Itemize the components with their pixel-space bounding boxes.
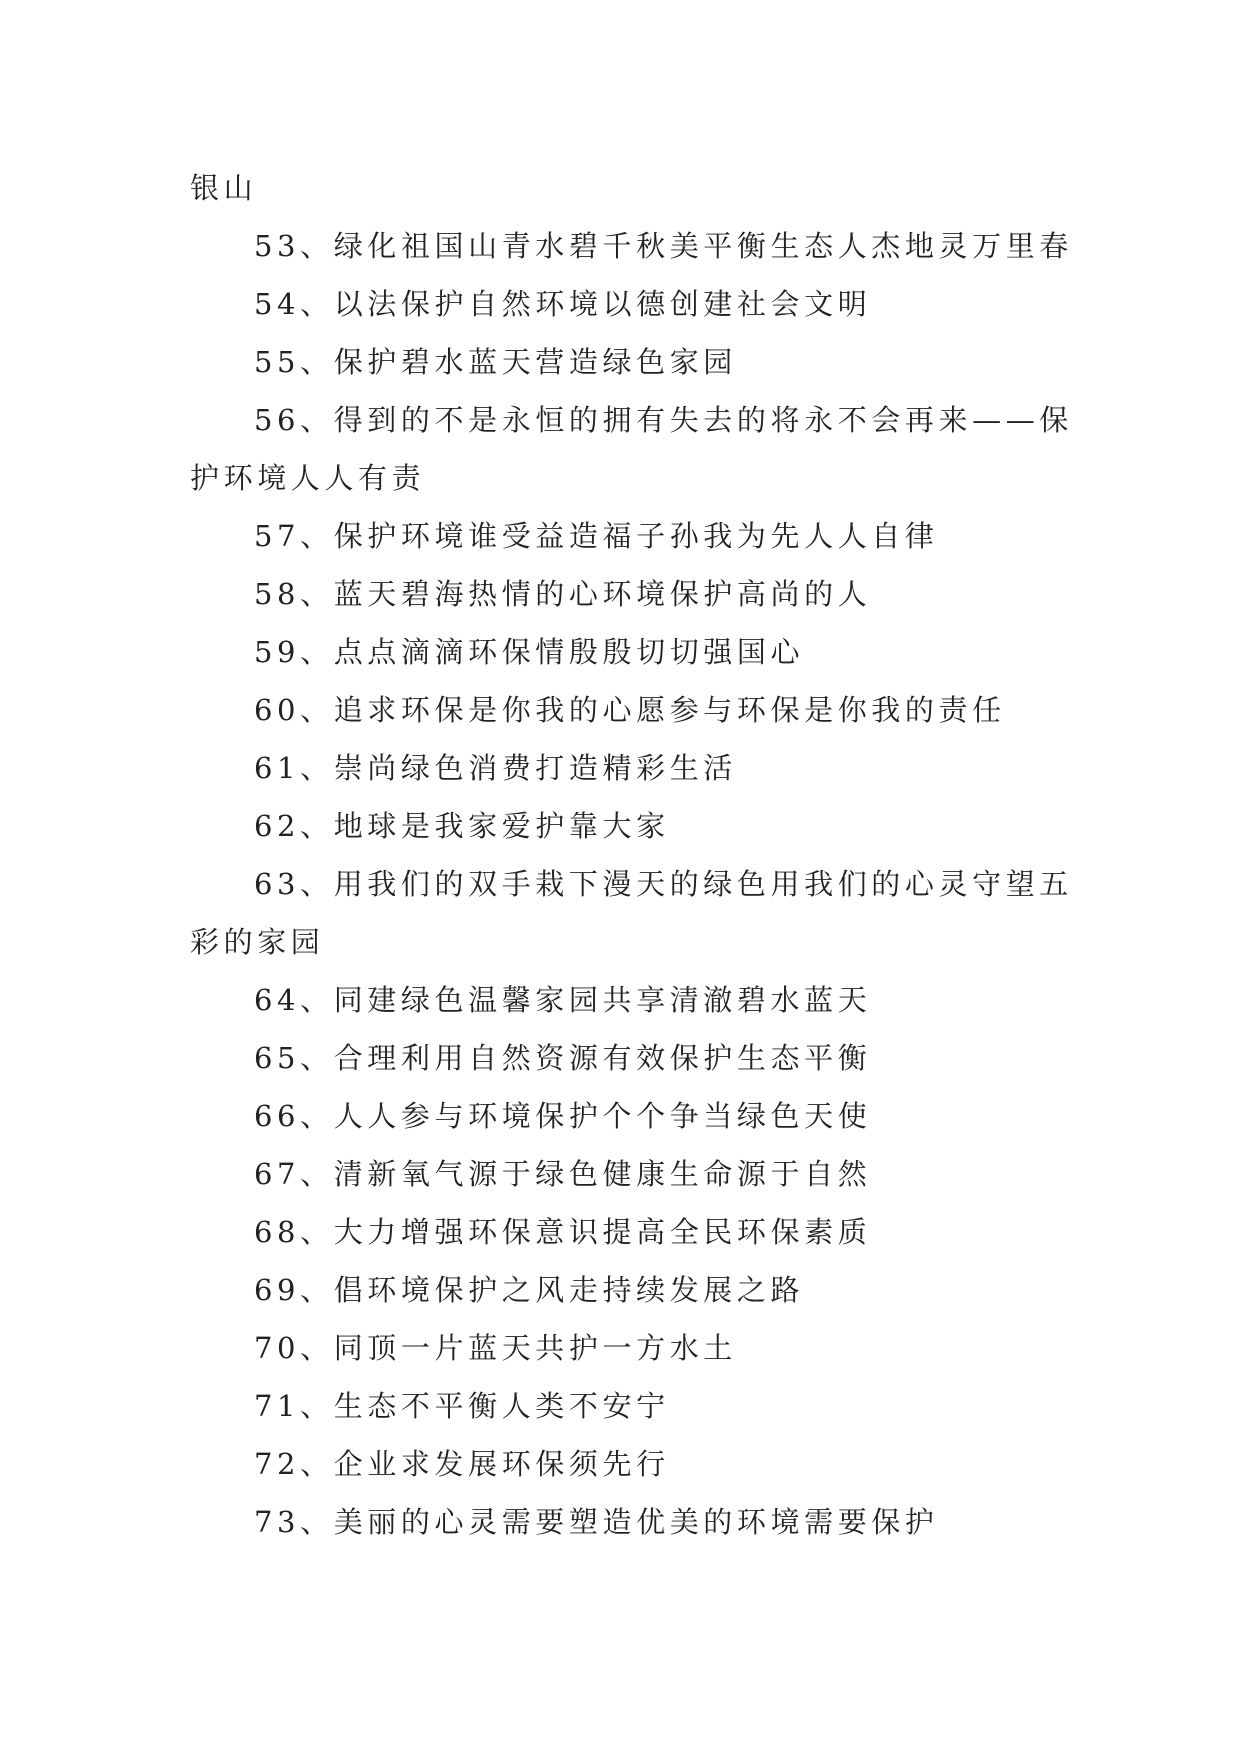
list-item: 64、同建绿色温馨家园共享清澈碧水蓝天	[254, 983, 872, 1017]
list-item: 65、合理利用自然资源有效保护生态平衡	[254, 1041, 872, 1075]
list-item: 56、得到的不是永恒的拥有失去的将永不会再来——保	[254, 403, 1073, 437]
list-item: 68、大力增强环保意识提高全民环保素质	[254, 1215, 872, 1249]
list-item: 57、保护环境谁受益造福子孙我为先人人自律	[254, 519, 939, 553]
list-item: 66、人人参与环境保护个个争当绿色天使	[254, 1099, 872, 1133]
continuation-line: 银山	[190, 171, 258, 205]
list-item: 58、蓝天碧海热情的心环境保护高尚的人	[254, 577, 872, 611]
list-item: 59、点点滴滴环保情殷殷切切强国心	[254, 635, 805, 669]
list-item: 72、企业求发展环保须先行	[254, 1447, 670, 1481]
list-item: 54、以法保护自然环境以德创建社会文明	[254, 287, 872, 321]
list-item: 70、同顶一片蓝天共护一方水土	[254, 1331, 737, 1365]
list-item: 71、生态不平衡人类不安宁	[254, 1389, 670, 1423]
list-item: 61、崇尚绿色消费打造精彩生活	[254, 751, 737, 785]
list-item: 55、保护碧水蓝天营造绿色家园	[254, 345, 737, 379]
list-item: 67、清新氧气源于绿色健康生命源于自然	[254, 1157, 872, 1191]
continuation-line: 护环境人人有责	[190, 461, 426, 495]
list-item: 73、美丽的心灵需要塑造优美的环境需要保护	[254, 1505, 939, 1539]
list-item: 60、追求环保是你我的心愿参与环保是你我的责任	[254, 693, 1006, 727]
list-item: 69、倡环境保护之风走持续发展之路	[254, 1273, 805, 1307]
list-item: 53、绿化祖国山青水碧千秋美平衡生态人杰地灵万里春	[254, 229, 1073, 263]
continuation-line: 彩的家园	[190, 925, 325, 959]
list-item: 62、地球是我家爱护靠大家	[254, 809, 670, 843]
slogan-list	[190, 159, 1073, 1551]
list-item: 63、用我们的双手栽下漫天的绿色用我们的心灵守望五	[254, 867, 1073, 901]
